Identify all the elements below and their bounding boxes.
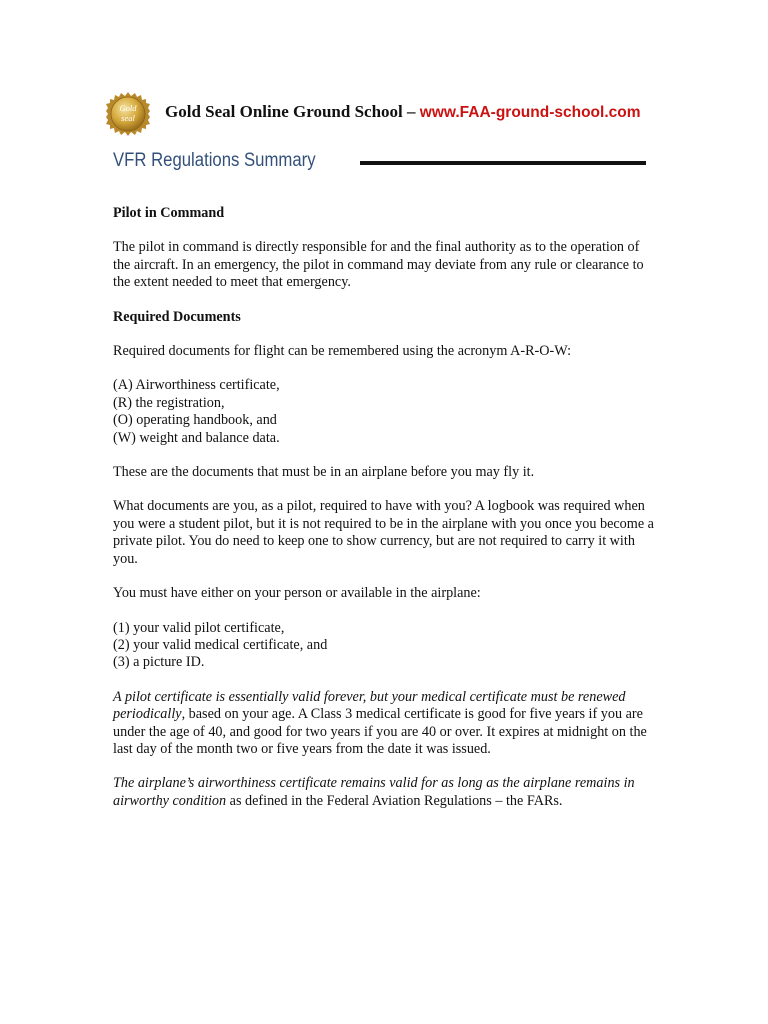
header-text <box>165 102 641 122</box>
section-heading-required-documents: Required Documents <box>113 308 241 325</box>
svg-text:Gold: Gold <box>119 103 137 113</box>
paragraph-after-list: These are the documents that must be in an airplane before you may fly it. <box>113 464 535 481</box>
title-rule-divider <box>360 161 646 165</box>
airworthiness-emphasis: The airplane’s airworthiness certificate remains valid for as long as the airplane remains in airworthy condition <box>113 775 635 809</box>
pilot-documents-list <box>113 620 658 672</box>
airworthiness-rest: as defined in the Federal Aviation Regulations – the FARs. <box>226 792 563 809</box>
gold-seal-logo-icon <box>106 92 150 136</box>
paragraph-pilot-in-command: The pilot in command is directly responsible for and the final authority as to the operation of the aircraft. In an emergency, the pilot in command may deviate from any rule or clearance to the extent needed to meet that emergency. <box>113 239 644 291</box>
arow-list <box>113 377 658 447</box>
document-body <box>113 205 658 827</box>
section-heading-pilot-in-command: Pilot in Command <box>113 205 225 221</box>
list-item: (W) weight and balance data. <box>113 429 280 446</box>
paragraph-arow-intro: Required documents for flight can be remembered using the acronym A-R-O-W: <box>113 343 572 360</box>
certificate-validity-rest: , based on your age. A Class 3 medical certificate is good for five years if you are under the age of 40, and good for two years if you are 40 or over. It expires at midnight on the last day of the month two or five years from the date it was issued. <box>113 706 647 757</box>
list-item: (R) the registration, <box>113 394 225 411</box>
list-item: (2) your valid medical certificate, and <box>113 636 328 653</box>
school-name: Gold Seal Online Ground School – <box>165 102 420 121</box>
school-url-link[interactable]: www.FAA-ground-school.com <box>419 104 641 121</box>
paragraph-certificate-validity <box>113 689 658 759</box>
svg-text:seal: seal <box>121 113 135 123</box>
list-item: (O) operating handbook, and <box>113 412 277 429</box>
paragraph-airworthiness <box>113 775 658 810</box>
page-header <box>106 92 666 136</box>
list-item: (1) your valid pilot certificate, <box>113 619 285 636</box>
certificate-validity-emphasis: A pilot certificate is essentially valid forever, but your medical certificate must be renewed periodically <box>113 688 626 723</box>
document-title: VFR Regulations Summary <box>113 150 316 171</box>
paragraph-must-have: You must have either on your person or available in the airplane: <box>113 585 481 602</box>
list-item: (3) a picture ID. <box>113 654 205 671</box>
paragraph-pilot-documents: What documents are you, as a pilot, required to have with you? A logbook was required when you were a student pilot, but it is not required to be in the airplane with you once you become a private pilot. You do need to keep one to show currency, but are not required to carry it with you. <box>113 498 654 567</box>
list-item: (A) Airworthiness certificate, <box>113 377 280 394</box>
